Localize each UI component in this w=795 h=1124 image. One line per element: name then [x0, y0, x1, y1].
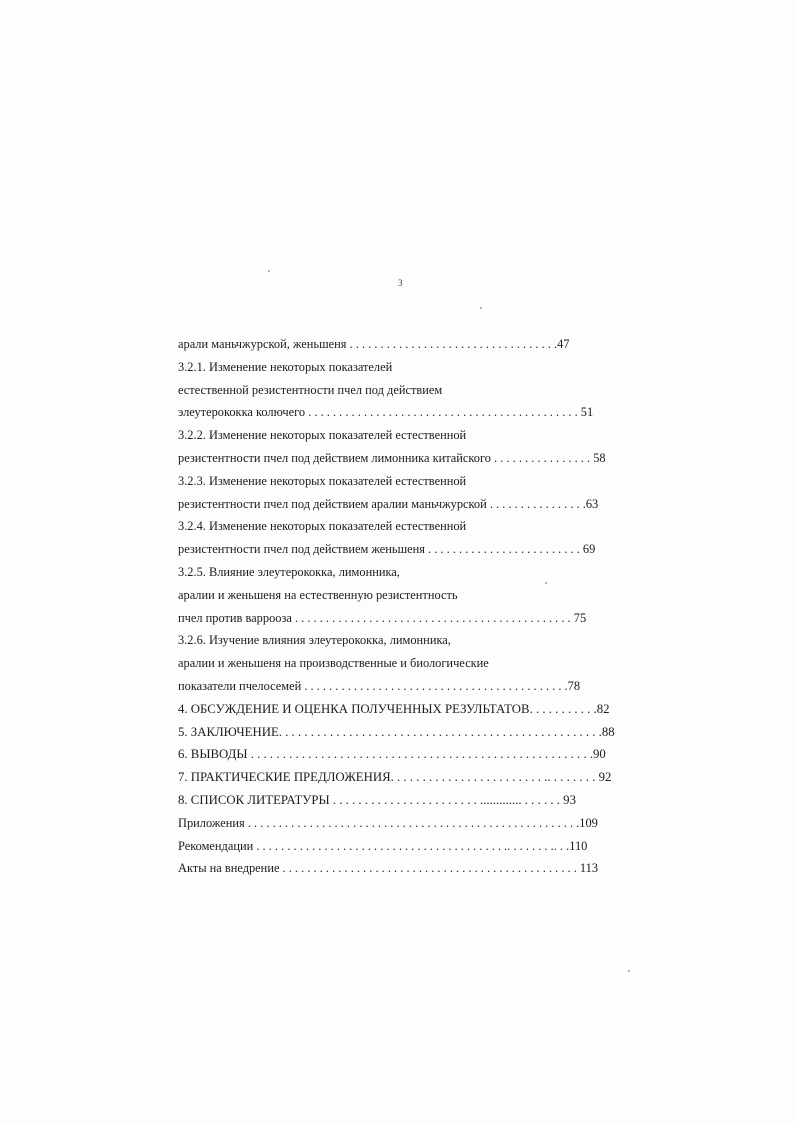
toc-line: резистентности пчел под действием аралии маньчжурской . . . . . . . . . . . . . . . .63: [178, 496, 599, 511]
toc-line: арали маньчжурской, женьшеня . . . . . . . . . . . . . . . . . . . . . . . . . . . . . . . . . .47: [178, 337, 570, 351]
toc-line: резистентности пчел под действием лимонника китайского . . . . . . . . . . . . . . . . 58: [178, 450, 606, 465]
page-number: 3: [398, 278, 403, 288]
toc-line: 8. СПИСОК ЛИТЕРАТУРЫ . . . . . . . . . . . . . . . . . . . . . . . ............. . . . . . . 93: [178, 792, 576, 807]
toc-line: элеутерококка колючего . . . . . . . . . . . . . . . . . . . . . . . . . . . . . . . . . . . . . . . . . . . . 51: [178, 405, 594, 420]
toc-line: аралии и женьшеня на естественную резистентность: [178, 587, 458, 602]
toc-line: Приложения . . . . . . . . . . . . . . . . . . . . . . . . . . . . . . . . . . . . . . . . . . . . . . . . . . . . . .109: [178, 815, 598, 830]
toc-line: 3.2.2. Изменение некоторых показателей естественной: [178, 428, 467, 443]
toc-line: Акты на внедрение . . . . . . . . . . . . . . . . . . . . . . . . . . . . . . . . . . . . . . . . . . . . . . . . 113: [178, 861, 599, 876]
toc-line: 3.2.6. Изучение влияния элеутерококка, лимонника,: [178, 633, 451, 648]
toc-line: пчел против варрооза . . . . . . . . . . . . . . . . . . . . . . . . . . . . . . . . . . . . . . . . . . . . . 75: [178, 610, 587, 625]
toc-line: 4. ОБСУЖДЕНИЕ И ОЦЕНКА ПОЛУЧЕННЫХ РЕЗУЛЬТАТОВ. . . . . . . . . . .82: [178, 701, 610, 716]
toc-line: 3.2.1. Изменение некоторых показателей: [178, 359, 393, 374]
scan-speck: [480, 307, 482, 309]
table-of-contents: [178, 333, 638, 880]
toc-line: 5. ЗАКЛЮЧЕНИЕ. . . . . . . . . . . . . . . . . . . . . . . . . . . . . . . . . . . . . . . . . . . . . . . . . . .88: [178, 724, 615, 739]
scan-speck: [628, 970, 630, 972]
toc-line: показатели пчелосемей . . . . . . . . . . . . . . . . . . . . . . . . . . . . . . . . . . . . . . . . . . .78: [178, 678, 581, 693]
toc-line: 7. ПРАКТИЧЕСКИЕ ПРЕДЛОЖЕНИЯ. . . . . . . . . . . . . . . . . . . . . . . . .. . . . . . . . 92: [178, 770, 612, 785]
toc-line: 3.2.3. Изменение некоторых показателей естественной: [178, 473, 467, 488]
scan-speck: [268, 270, 270, 272]
toc-line: Рекомендации . . . . . . . . . . . . . . . . . . . . . . . . . . . . . . . . . . . . . . . . .. . . . . . . .. . .110: [178, 838, 588, 853]
toc-line: 3.2.5. Влияние элеутерококка, лимонника,: [178, 564, 400, 579]
toc-line: резистентности пчел под действием женьшеня . . . . . . . . . . . . . . . . . . . . . . . . . 69: [178, 542, 596, 557]
toc-line: 6. ВЫВОДЫ . . . . . . . . . . . . . . . . . . . . . . . . . . . . . . . . . . . . . . . . . . . . . . . . . . . . . .90: [178, 747, 606, 762]
toc-line: 3.2.4. Изменение некоторых показателей естественной: [178, 519, 467, 534]
toc-line: аралии и женьшеня на производственные и биологические: [178, 656, 489, 671]
toc-line: естественной резистентности пчел под действием: [178, 382, 443, 397]
